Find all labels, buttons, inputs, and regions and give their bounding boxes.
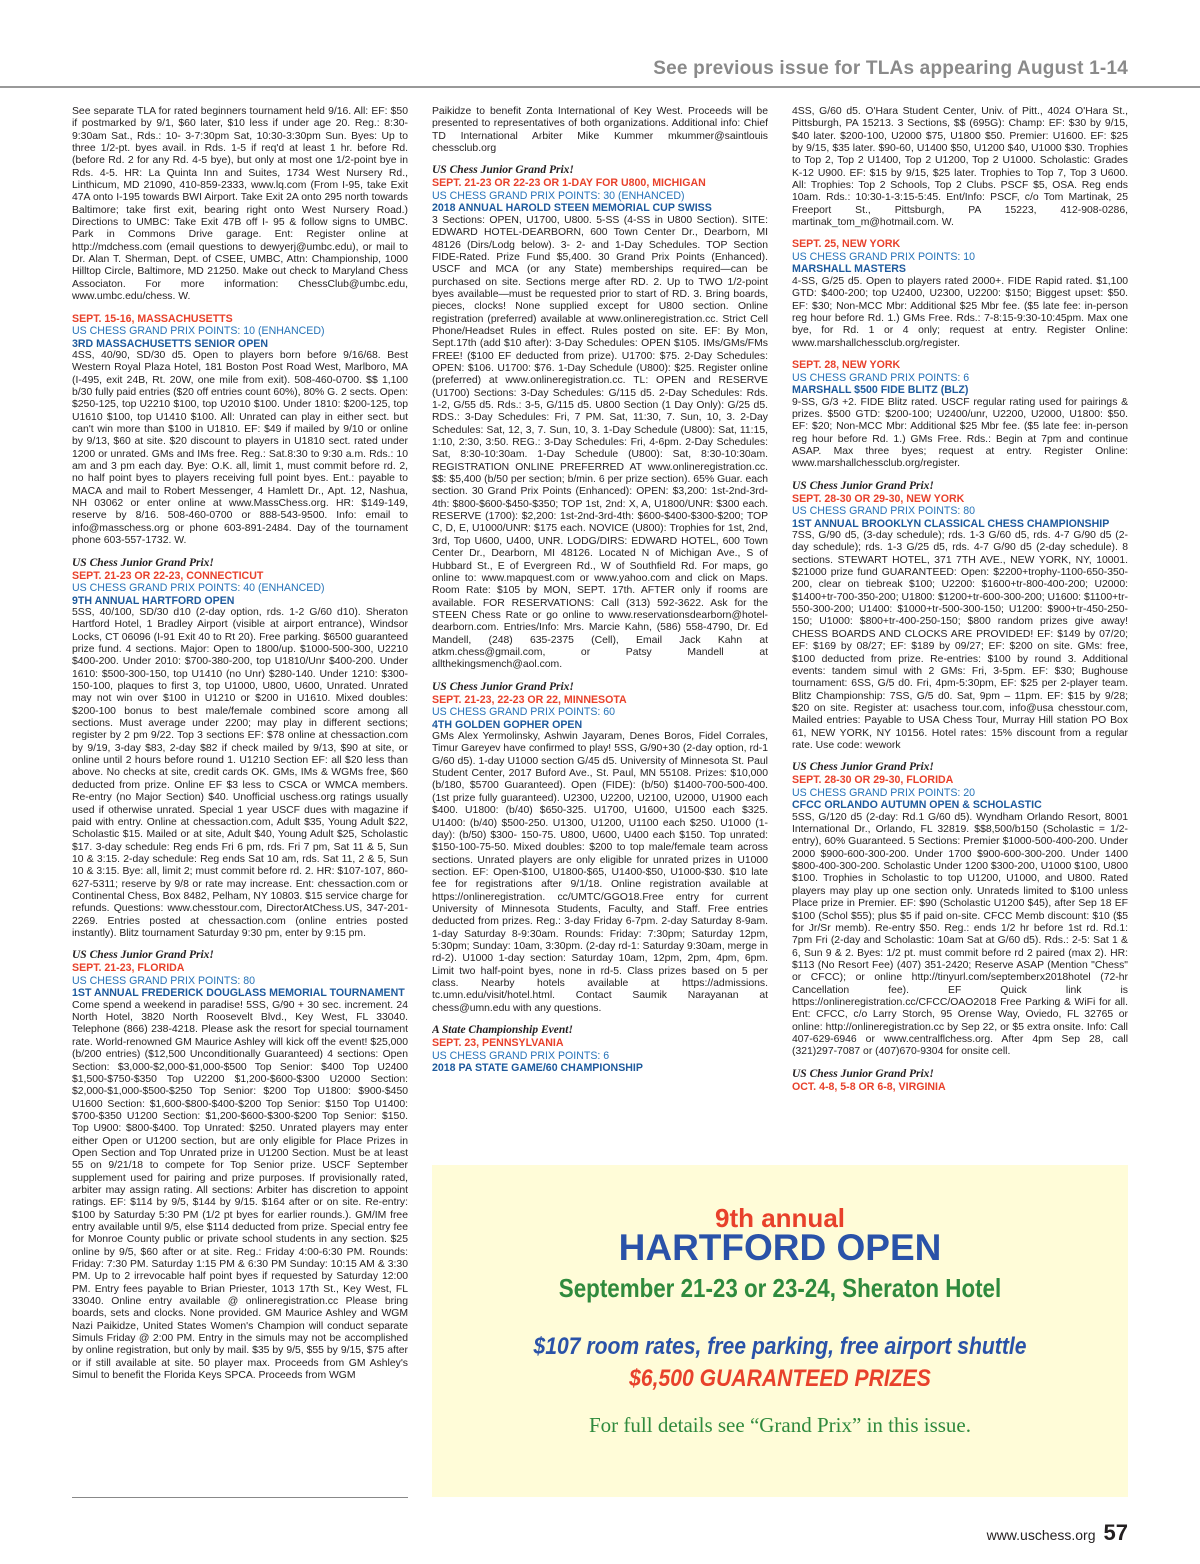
tla-entry bbox=[792, 761, 1128, 1058]
grand-prix-points: US CHESS GRAND PRIX POINTS: 80 bbox=[72, 974, 256, 987]
tla-date: SEPT. 21-23 OR 22-23 OR 1-DAY FOR U800, MICHIGAN bbox=[432, 177, 706, 190]
tournament-name: 2018 PA STATE GAME/60 CHAMPIONSHIP bbox=[432, 1062, 643, 1074]
tla-tag: US Chess Junior Grand Prix! bbox=[432, 680, 574, 693]
tournament-name: 1ST ANNUAL BROOKLYN CLASSICAL CHESS CHAMPIONSHIP bbox=[792, 517, 1110, 530]
grand-prix-points: US CHESS GRAND PRIX POINTS: 10 (ENHANCED) bbox=[72, 325, 325, 337]
tla-date: SEPT. 15-16, MASSACHUSETTS bbox=[72, 312, 233, 325]
tla-body: Paikidze to benefit Zonta International of Key West. Proceeds will be presented to representatives of both organizations. Additional info: Chief TD International Arbiter Mike Kummer mkummer@saintlouis chessclub.org bbox=[432, 106, 768, 155]
page-header bbox=[0, 58, 1200, 88]
page-number: 57 bbox=[1103, 1520, 1128, 1545]
tla-tag: US Chess Junior Grand Prix! bbox=[792, 1067, 934, 1080]
tla-body: Come spend a weekend in paradise! 5SS, G/90 + 30 sec. increment. 24 North Hotel, 3820 North Roosevelt Blvd., Key West, FL 33040. Telephone (866) 238-4218. Please ask the resort for special tournament rate. World-renowned GM Maurice Ashley will kick off the event! $25,000 (b/200 entries) ($12,500 Unconditionally Guaranteed) 4 sections: Open Section: $3,000-$2,000-$1,000-$500 Top Senior: $400 Top U2400 $1,500-$750-$350 Top U2200 $1,200-$600-$300 U2000 Section: $2,000-$1,000-$500-$250 Top Senior: $200 Top U1800: $900-$450 U1600 Section: $1,600-$800-$400-$200 Top Senior: $150 Top U1400: $700-$350 U1200 Section: $1,200-$600-$300-$200 Top Senior: $150. Top U900: $800-$400. Top Unrated: $250. Unrated players may enter either Open or U1200 section, but are only eligible for Place Prizes in Open Section and Top Unrated prize in U1200 Section. Must be at least 55 on 9/21/18 to compete for Top Senior prize. USCF September supplement used for pairing and prize purposes. If provisionally rated, arbiter may assign rating. All sections: Arbiter has discretion to appoint ratings. EF: $114 by 9/5, $144 by 9/15. $164 after or on site. Re-entry: $100 by Saturday 5:30 PM (1/2 pt byes for earlier rounds.). GM/IM free entry available until 9/5, else $114 deducted from prize. Special entry fee for Monroe County public or private school students in any section. $25 online by 9/5, $60 after or at site. Reg.: Friday 4:00-6:30 PM. Rounds: Friday: 7:30 PM. Saturday 1:15 PM & 6:30 PM Sunday: 10:15 AM & 3:30 PM. Up to 2 irrevocable half point byes if requested by Saturday 12:00 PM. Entry fees payable to Brian Priester, 1013 17th St., Key West, FL 33040. Online entry available @ onlineregistration.cc Please bring boards, sets and clocks. None provided. GM Maurice Ashley and WGM Nazi Paikidze, United States Women's Champion will conduct separate Simuls Friday @ 2:00 PM. Entry in the simuls may not be accomplished by online registration, but only by mail. $35 by 9/5, $55 by 9/15, $75 after or if still available at site. 50 player max. Proceeds from GM Ashley's Simul to benefit the Florida Keys SPCA. Proceeds from WGM bbox=[72, 999, 408, 1382]
ad-details: For full details see “Grand Prix” in this issue. bbox=[588, 1413, 972, 1437]
tla-body: 4-SS, G/25 d5. Open to players rated 2000+. FIDE Rapid rated. $1,100 GTD: $400-200; top U2400, U2300, U2200: $150; Biggest upset: $50. EF: $30; Non-MCC Mbr: Additional $25 Mbr fee. ($5 late fee: in-person reg hour before Rd. 1.) GMs Free. Rds.: 7-8:15-9:30-10:45pm. Max one bye, for Rd. 1 or 4 only; request at entry. Register Online: www.marshallchessclub.org/register. bbox=[792, 275, 1128, 349]
tla-date: SEPT. 28-30 OR 29-30, FLORIDA bbox=[792, 774, 954, 787]
tla-tag: US Chess Junior Grand Prix! bbox=[792, 761, 934, 774]
grand-prix-points: US CHESS GRAND PRIX POINTS: 60 bbox=[432, 706, 616, 719]
column-3 bbox=[792, 106, 1128, 1156]
grand-prix-points: US CHESS GRAND PRIX POINTS: 6 bbox=[792, 371, 970, 384]
ad-perks: $107 room rates, free parking, free airport shuttle bbox=[533, 1333, 1027, 1360]
tournament-name: MARSHALL $500 FIDE BLITZ (BLZ) bbox=[792, 384, 969, 396]
tla-date: SEPT. 25, NEW YORK bbox=[792, 238, 901, 251]
tla-tag: US Chess Junior Grand Prix! bbox=[432, 164, 574, 177]
tla-body: 7SS, G/90 d5, (3-day schedule); rds. 1-3 G/60 d5, rds. 4-7 G/90 d5 (2-day schedule); rds. 1-3 G/25 d5, rds. 4-7 G/90 d5 (2-day schedule). 8 sections. STEWART HOTEL, 371 7TH AVE., NEW YORK, NY, 10001. $21000 prize fund GUARANTEED: Open: $2200+trophy-1100-650-350-200, clear on tiebreak $100; U2200: $1600+tr-800-400-200; U2000: $1400+tr-700-350-200; U1800: $1200+tr-600-300-200; U1600: $1100+tr-550-300-200; U1400: $1000+tr-500-300-150; U1200: $900+tr-450-250-150; U1000: $800+tr-400-250-150; $800 random prizes give away! CHESS BOARDS AND CLOCKS ARE PROVIDED! EF: $149 by 07/20; EF: $169 by 08/27; EF: $189 by 09/27; EF: $200 on site. GMs: free, $100 deducted from prize. Re-entries: $100 by round 3. Additional events: tandem simul with 2 GMs: Fri, 3-5pm. EF: $30; Bughouse tournament: 6SS, G/5 d0. Fri, 4pm-5:30pm, EF: $25 per 2-player team. Blitz Championship: 7SS, G/5 d0. Sat, 9pm – 11pm. EF: $15 by 9/28; $20 on site. Register at: usachess tour.com, info@usa chesstour.com, Mailed entries: Payable to USA Chess Tour, Murray Hill station PO Box 61, NEW YORK, NY 10156. Hotel rates: 15% discount from a regular rate. Use code: wework bbox=[792, 530, 1128, 751]
tla-date: SEPT. 28, NEW YORK bbox=[792, 359, 901, 371]
tla-date: SEPT. 21-23, FLORIDA bbox=[72, 962, 185, 975]
page-footer bbox=[987, 1520, 1128, 1550]
ad-prizes: $6,500 GUARANTEED PRIZES bbox=[629, 1365, 931, 1392]
tla-entry bbox=[72, 557, 408, 941]
tla-entry bbox=[432, 1024, 768, 1075]
grand-prix-points: US CHESS GRAND PRIX POINTS: 30 (ENHANCED) bbox=[432, 189, 685, 202]
ad-edition: 9th annual bbox=[714, 1203, 845, 1233]
tla-body: 3 Sections: OPEN, U1700, U800. 5-SS (4-SS in U800 Section). SITE: EDWARD HOTEL-DEARBORN, 600 Town Center Dr., Dearborn, MI 48126 (Dirs/Lodg below). 3- 2- and 1-Day Schedules. TOP Section FIDE-Rated. Prize Fund $5,400. 30 Grand Prix Points (Enhanced). USCF and MCA (or any State) memberships required—can be purchased on site. Sections merge after RD. 2. Up to TWO 1/2-point byes available—must be requested prior to start of RD. 3. Bring boards, pieces, clocks! None supplied except for U800 section. Online registration (preferred) available at www.onlineregistration.cc. Strict Cell Phone/Headset Rules in effect. Rules posted on site. EF: By Mon, Sept.17th (add $10 after): 3-Day Schedules: OPEN $105. IMs/GMs/FMs FREE! ($100 EF deducted from prize). U1700: $75. 2-Day Schedules: OPEN: $106. U1700: $76. 1-Day Schedule (U800): $25. Register online (preferred) at www.onlineregistration.cc. TL: OPEN and RESERVE (U1700) Sections: 3-Day Schedules: G/115 d5. 2-Day Schedules: Rds. 1-2, G/55 d5. Rds.: 3-5, G/115 d5. U800 Section (1 Day Only): G/25 d5. RDS.: 3-Day Schedules: Fri, 7 PM. Sat, 11:30, 7. Sun, 10, 3. 2-Day Schedules: Sat, 12, 3, 7. Sun, 10, 3. 1-Day Schedule (U800): Sat, 11:15, 1:10, 2:30, 3:50. REG.: 3-Day Schedules: Fri, 4-6pm. 2-Day Schedules: Sat, 8:30-10:30am. 1-Day Schedule (U800): Sat, 8:30-10:30am. REGISTRATION ONLINE PREFERRED AT www.onlineregistration.cc. $$: $5,400 (b/50 per section; b/min. 6 per prize section). 65% Guar. each section. 30 Grand Prix Points (Enhanced): OPEN: $3,200: 1st-2nd-3rd-4th: $800-$600-$450-$350; TOP 1st, 2nd: X, A, U1800/UNR: $300 each. RESERVE (1700): $2,200: 1st-2nd-3rd-4th: $600-$400-$300-$200; TOP C, D, E, U1000/UNR: $175 each. NOVICE (U800): Trophies for 1st, 2nd, 3rd, Top U600, U400, UNR. LODG/DIRS: EDWARD HOTEL, 600 Town Center Dr., Dearborn, MI 48126. Located N of Michigan Ave., S of Hubbard St., E of Evergreen Rd., W of Southfield Rd. For maps, go online to: www.mapquest.com or www.yahoo.com and click on Maps. Room Rate: $105 by MON, SEPT. 17th. AFTER only if rooms are available. FOR RESERVATIONS: Call (313) 592-3622. Ask for the STEEN Chess Rate or go online to www.reservationsdearborn@hotel-dearborn.com. Entries/Info: Mrs. Marcie Kahn, (586) 558-4790, Dr. Ed Mandell, (248) 635-2375 (Cell), Email Jack Kahn at atkm.chess@gmail.com, or Patsy Mandell at allthekingsmench@aol.com. bbox=[432, 214, 768, 671]
tournament-name: 2018 ANNUAL HAROLD STEEN MEMORIAL CUP SWISS bbox=[432, 202, 712, 215]
column-2 bbox=[432, 106, 768, 1156]
column-1 bbox=[72, 106, 408, 1486]
tla-body: 9-SS, G/3 +2. FIDE Blitz rated. USCF regular rating used for pairings & prizes. $500 GTD: $200-100; U2400/unr, U2200, U2000, U1800: $50. EF: $20; Non-MCC Mbr: Additional $25 Mbr fee. ($5 late fee: in-person reg hour before Rd. 1.) GMs Free. Rds.: Begin at 7pm and continue ASAP. Max three byes; request at entry. Register Online: www.marshallchessclub.org/register. bbox=[792, 396, 1128, 470]
tournament-name: CFCC ORLANDO AUTUMN OPEN & SCHOLASTIC bbox=[792, 799, 1042, 812]
tla-date: SEPT. 28-30 OR 29-30, NEW YORK bbox=[792, 492, 965, 505]
tla-entry bbox=[792, 480, 1128, 753]
tla-body: GMs Alex Yermolinsky, Ashwin Jayaram, Denes Boros, Fidel Corrales, Timur Gareyev have confirmed to play! 5SS, G/90+30 (2-day option, rd-1 G/60 d5). 1-day U1000 section G/45 d5. University of Minnesota St. Paul Student Center, 2017 Buford Ave., St. Paul, MN 55108. Prizes: $10,000 (b/180, $5700 Guaranteed). Open (FIDE): (b/50) $1400-700-500-400. (1st prize fully guaranteed). U2300, U2200, U2100, U2000, U1900 each $400. U1800: (b/40) $650-325. U1700, U1600, U1500 each $325. U1400: (b/40) $500-250. U1300, U1200, U1100 each $250. U1000 (1-day): (b/50) $300- 150-75. U800, U600, U400 each $150. Top unrated: $150-100-75-50. Mixed doubles: $200 to top male/female team across sections. Unrated players are only eligible for unrated prizes in U1000 section. EF: Open-$100, U1800-$65, U1400-$50, U1000-$30. $10 late fee for registrations after 9/1/18. Online registration available at https://onlineregistration. cc/UMTC/GGO18.Free entry for current University of Minnesota Students, Faculty, and Staff. Free entries deducted from prizes. Reg.: 3-day Friday 6-7pm. 2-day Saturday 8-9am. 1-day Saturday 8-9:30am. Rounds: Friday: 7:30pm; Saturday 12pm, 5:30pm; Sunday: 10am, 3:30pm. (2-day rd-1: Saturday 9:30am, merge in rd-2). U1000 1-day section: Saturday 10am, 12pm, 2pm, 4pm, 6pm. Limit two half-point byes, none in rd-5. Class prizes based on 5 per class. Nearby hotels available at https://admissions. tc.umn.edu/visit/hotel.html. Contact Saumik Narayanan at chess@umn.edu with any questions. bbox=[432, 731, 768, 1014]
tla-date: OCT. 4-8, 5-8 OR 6-8, VIRGINIA bbox=[792, 1080, 946, 1093]
grand-prix-points: US CHESS GRAND PRIX POINTS: 6 bbox=[432, 1049, 610, 1062]
tla-entry bbox=[72, 313, 408, 548]
tla-date: SEPT. 21-23 OR 22-23, CONNECTICUT bbox=[72, 569, 264, 582]
tla-body: 5SS, 40/100, SD/30 d10 (2-day option, rds. 1-2 G/60 d10). Sheraton Hartford Hotel, 1 Bradley Airport (visible at airport entrance), Windsor Locks, CT 06096 (I-91 Exit 40 to Rt 20). Free parking. $6500 guaranteed prize fund. 4 sections. Major: Open to 1800/up. $1000-500-300, U2210 $400-200. Under 2010: $700-380-200, top U1810/Unr $400-200. Under 1610: $500-300-150, top U1410 (no Unr) $280-140. Under 1210: $300-150-100, plaques to first 3, top U1000, U800, U600, Unrated. Unrated may not win over $100 in U1210 or $200 in U1610. Mixed doubles: $200-100 bonus to best male/female combined score among all sections. Must average under 2200; may play in different sections; register by 2 pm 9/22. Top 3 sections EF: $78 online at chessaction.com by 9/19, 3-day $83, 2-day $82 if check mailed by 9/13, $90 at site, or online until 2 hours before round 1. U1210 Section EF: all $20 less than above. No checks at site, credit cards OK. GMs, IMs & WGMs free, $60 deducted from prize. Online EF $3 less to CSCA or WMCA members. Re-entry (no Major Section) $40. Unofficial uschess.org ratings usually used if otherwise unrated. Special 1 year USCF dues with magazine if paid with entry. Online at chessaction.com, Adult $35, Young Adult $22, Scholastic $15. Mailed or at site, Adult $40, Young Adult $25, Scholastic $17. 3-day schedule: Reg ends Fri 6 pm, rds. Fri 7 pm, Sat 11 & 5, Sun 10 & 3:15. 2-day schedule: Reg ends Sat 10 am, rds. Sat 11, 2 & 5, Sun 10 & 3:15. Bye: all, limit 2; must commit before rd. 2. HR: $107-107, 860-627-5311; reserve by 9/8 or rate may increase. Ent: chessaction.com or Continental Chess, Box 8482, Pelham, NY 10803. $15 service charge for refunds. Questions: www.chesstour.com, DirectorAtChess.US, 347-201-2269. Entries posted at chessaction.com (online entries posted instantly). Blitz tournament Saturday 9:30 pm, enter by 9:15 pm. bbox=[72, 607, 408, 939]
tournament-name: 9TH ANNUAL HARTFORD OPEN bbox=[72, 594, 235, 607]
tla-entry bbox=[72, 106, 408, 304]
ad-dates: September 21-23 or 23-24, Sheraton Hotel bbox=[558, 1273, 1002, 1303]
tournament-name: 3RD MASSACHUSETTS SENIOR OPEN bbox=[72, 337, 269, 350]
tla-entry bbox=[432, 681, 768, 1015]
tla-tag: US Chess Junior Grand Prix! bbox=[72, 949, 214, 962]
tla-body: 4SS, G/60 d5. O'Hara Student Center, Univ. of Pitt., 4024 O'Hara St., Pittsburgh, PA 15213. 3 Sections, $$ (695G): Champ: EF: $30 by 9/15, $40 later. $200-100, U2000 $75, U1800 $50. Premier: U1600. EF: $25 by 9/15, $35 later. $90-60, U1400 $50, U1200 $40, U1000 $30. Trophies to Top 2, Top 2 U1400, Top 2 U1200, Top 2 U1000. Scholastic: Grades K-12 U900. EF: $15 by 9/15, $25 later. Trophies to Top 7, Top 3 U600. All: Trophies: Top 2 Schools, Top 2 Clubs. PSCF $5, OSA. Reg ends 10am. Rds.: 10:30-1-3:15-5:45. Ent/Info: PSCF, c/o Tom Martinak, 25 Freeport St., Pittsburgh, PA 15223, 412-908-0286, martinak_tom_m@hotmail.com. W. bbox=[792, 106, 1128, 229]
tla-body: 5SS, G/120 d5 (2-day: Rd.1 G/60 d5). Wyndham Orlando Resort, 8001 International Dr., Orlando, FL 32819. $$8,500/b150 (Scholastic = 1/2-entry), 60% Guaranteed. 5 Sections: Premier $1000-500-400-200. Under 2000 $900-600-300-200. Under 1700 $900-600-300-200. Under 1400 $800-400-300-200. Scholastic Under 1200 $300-200, U1000 $100, U800 $100. Trophies in Scholastic to top U1200, U1000, and U800. Rated players may play up one section only. Unrateds limited to $100 unless Place prize in Premier. EF: $90 (Scholastic U1200 $45), after Sep 18 EF $100 (Schol $55); plus $5 if paid on-site. CFCC Memb discount: $10 ($5 for Jr/Sr memb). Re-entry $50. Reg.: ends 1/2 hr before 1st rd. Rd.1: 7pm Fri (2-day and Scholastic: 10am Sat at G/60 d5). Rds.: 2-5: Sat 1 & 6, Sun 9 & 2. Byes: 1/2 pt. must commit before rd 2 paired (max 2). HR: $113 (No Resort Fee) (407) 351-2420; Reserve ASAP (Mention "Chess" or CFCC); or online http://tinyurl.com/septemberx2018hotel (72-hr Cancellation fee). EF Quick link is https://onlineregistration.cc/CFCC/OAO2018 Free Parking & WiFi for all. Ent: CFCC, c/o Larry Storch, 95 Orense Way, Oviedo, FL 32765 or online: http://onlineregistration.cc by Sep 22, or $5 extra onsite. Info: Call 407-629-6946 or www.centralflchess.org. After 4pm Sep 28, call (321)297-7087 or (407)670-9304 for onsite cell. bbox=[792, 811, 1128, 1058]
tla-entry bbox=[792, 106, 1128, 229]
tla-tag: US Chess Junior Grand Prix! bbox=[72, 556, 214, 569]
tournament-name: MARSHALL MASTERS bbox=[792, 263, 906, 276]
tla-entry bbox=[792, 359, 1128, 471]
grand-prix-points: US CHESS GRAND PRIX POINTS: 10 bbox=[792, 250, 976, 263]
ad-title: HARTFORD OPEN bbox=[618, 1227, 942, 1268]
tournament-name: 4TH GOLDEN GOPHER OPEN bbox=[432, 718, 583, 731]
footer-url[interactable]: www.uschess.org bbox=[986, 1527, 1096, 1543]
tla-entry bbox=[72, 949, 408, 1382]
tla-entry bbox=[432, 164, 768, 671]
tla-entry bbox=[792, 1068, 1128, 1094]
grand-prix-points: US CHESS GRAND PRIX POINTS: 80 bbox=[792, 505, 976, 518]
tla-body: See separate TLA for rated beginners tournament held 9/16. All: EF: $50 if postmarked by 9/1, $60 later, $10 less if under age 20. Reg.: 8:30-9:30am Sat., Rds.: 10- 3-7:30pm Sat, 10:30-3:30pm Sun. Byes: Up to three 1/2-pt. byes avail. in Rds. 1-5 if req'd at least 1 hr. before Rd. (before Rd. 2 for any Rd. 4-5 bye), but only at most one 1/2-point bye in Rds. 4-5. HR: La Quinta Inn and Suites, 1734 West Nursery Rd., Linthicum, MD 21090, 410-859-2333, www.lq.com (From I-95, take Exit 47A onto I-195 towards BWI Airport. Take Exit 2A onto 295 north towards Baltimore; take first exit, bearing right onto West Nursery Road.) Directions to UMBC: Take Exit 47B off I- 95 & follow signs to UMBC. Park in Commons Drive garage. Ent: Register online at http://mdchess.com (email questions to dewyerj@umbc.edu), or mail to Dr. Alan T. Sherman, Dept. of CSEE, UMBC, Attn: Championship, 1000 Hilltop Circle, Baltimore, MD 21250. Make out check to Maryland Chess Associaton. For more information: ChessClub@umbc.edu, www.umbc.edu/chess. W. bbox=[72, 106, 408, 303]
tla-body: 4SS, 40/90, SD/30 d5. Open to players born before 9/16/68. Best Western Royal Plaza Hotel, 181 Boston Post Road West, Marlboro, MA (I-495, exit 24B, Rt. 20W, one mile from exit). 508-460-0700. $$ 1,100 b/30 fully paid entries ($20 off entries count 60%), 80% G. 2 sects. Open: $250-125, top U2210 $100, top U2010 $100. Under 1810: $200-125, top U1610 $100, top U1410 $100. All: Unrated can play in either sect. but can't win more than $100 in U1810. EF: $49 if mailed by 9/10 or online by 9/13, $60 at site. $20 discount to players in U1810 sect. rated under 1200 or unrated. GMs and IMs free. Reg.: Sat.8:30 to 9:30 a.m. Rds.: 10 am and 3 pm each day. Bye: O.K. all, limit 1, must commit before rd. 2, no half point byes to players receiving full point byes. Ent.: payable to MACA and mail to Robert Messenger, 4 Hamlett Dr., Apt. 12, Nashua, NH 03062 or enter online at www.MassChess.org. HR: $149-149, reserve by 8/16. 508-460-0700 or 888-543-9500. Info: email to info@masschess.org or phone 603-891-2484. Day of the tournament phone 603-557-1732. W. bbox=[72, 350, 408, 547]
grand-prix-points: US CHESS GRAND PRIX POINTS: 20 bbox=[792, 786, 976, 799]
tla-date: SEPT. 21-23, 22-23 OR 22, MINNESOTA bbox=[432, 693, 627, 706]
header-note: See previous issue for TLAs appearing August 1-14 bbox=[653, 58, 1128, 79]
tla-entry bbox=[792, 238, 1128, 350]
grand-prix-points: US CHESS GRAND PRIX POINTS: 40 (ENHANCED) bbox=[72, 582, 325, 594]
tla-tag: US Chess Junior Grand Prix! bbox=[792, 479, 934, 492]
tla-date: SEPT. 23, PENNSYLVANIA bbox=[432, 1037, 564, 1049]
tla-entry bbox=[432, 106, 768, 155]
hartford-open-ad bbox=[432, 1165, 1128, 1497]
tournament-name: 1ST ANNUAL FREDERICK DOUGLASS MEMORIAL TOURNAMENT bbox=[72, 987, 405, 1000]
column-divider-rule bbox=[72, 1497, 408, 1498]
tla-tag: A State Championship Event! bbox=[432, 1024, 573, 1036]
